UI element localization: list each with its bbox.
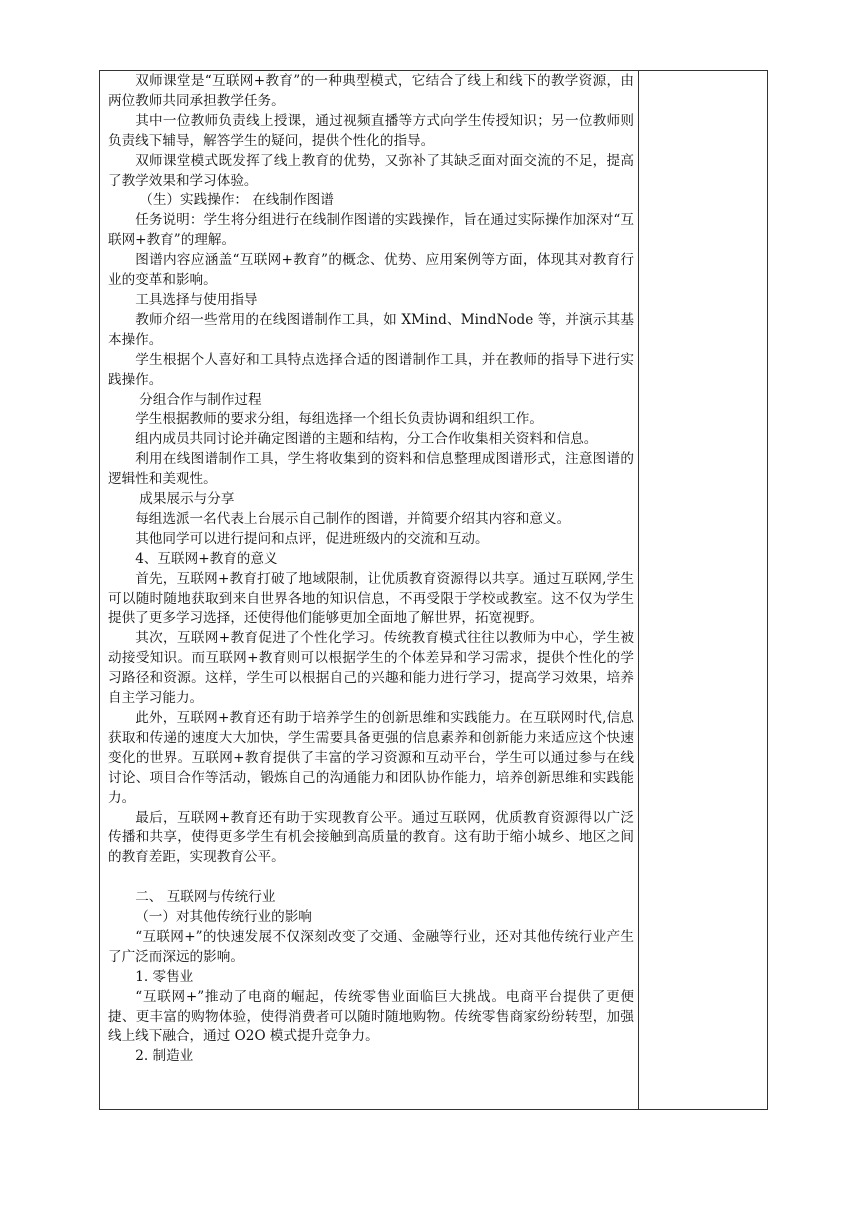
paragraph: “互联网+”推动了电商的崛起，传统零售业面临巨大挑战。电商平台提供了更便捷、更丰富的购物体验，使得消费者可以随时随地购物。传统零售商家纷纷转型，加强线上线下融合，通过 O2O 模式提升竞争力。: [108, 988, 634, 1045]
subheading: 成果展示与分享: [139, 491, 235, 508]
paragraph: 图谱内容应涵盖“互联网+教育”的概念、优势、应用案例等方面，体现其对教育行业的变革和影响。: [108, 252, 634, 289]
paragraph: 其中一位教师负责线上授课，通过视频直播等方式向学生传授知识；另一位教师则负责线下辅导，解答学生的疑问，提供个性化的指导。: [108, 112, 634, 149]
paragraph: 双师课堂模式既发挥了线上教育的优势，又弥补了其缺乏面对面交流的不足，提高了教学效果和学习体验。: [108, 152, 634, 189]
lesson-content-cell: [108, 72, 634, 1067]
section-heading: （一）对其他传统行业的影响: [135, 909, 312, 926]
table-column-divider: [638, 70, 639, 1110]
paragraph: “互联网+”的快速发展不仅深刻改变了交通、金融等行业，还对其他传统行业产生了广泛而深远的影响。: [108, 928, 634, 965]
paragraph: 任务说明：学生将分组进行在线制作图谱的实践操作，旨在通过实际操作加深对“互联网+教育”的理解。: [108, 212, 634, 249]
subheading: 1. 零售业: [135, 968, 194, 985]
paragraph: 每组选派一名代表上台展示自己制作的图谱，并简要介绍其内容和意义。: [135, 510, 571, 527]
subheading: 工具选择与使用指导: [135, 291, 258, 308]
chapter-heading: 二、 互联网与传统行业: [135, 889, 276, 906]
paragraph: 其他同学可以进行提问和点评，促进班级内的交流和互动。: [135, 530, 489, 547]
paragraph: 此外，互联网+教育还有助于培养学生的创新思维和实践能力。在互联网时代,信息获取和传递的速度大大加快，学生需要具备更强的信息素养和创新能力来适应这个快速变化的世界。互联网+教育提供了丰富的学习资源和互动平台，学生可以通过参与在线讨论、项目合作等活动，锻炼自己的沟通能力和团队协作能力，培养创新思维和实践能力。: [108, 710, 634, 806]
paragraph: 最后，互联网+教育还有助于实现教育公平。通过互联网，优质教育资源得以广泛传播和共享，使得更多学生有机会接触到高质量的教育。这有助于缩小城乡、地区之间的教育差距，实现教育公平。: [108, 809, 634, 866]
section-heading: （生）实践操作： 在线制作图谱: [139, 192, 334, 209]
paragraph: 组内成员共同讨论并确定图谱的主题和结构，分工合作收集相关资料和信息。: [135, 431, 598, 448]
section-heading: 4、互联网+教育的意义: [135, 550, 278, 567]
blank-line: [108, 868, 634, 888]
paragraph: 首先，互联网+教育打破了地域限制，让优质教育资源得以共享。通过互联网,学生可以随时随地获取到来自世界各地的知识信息，不再受限于学校或教室。这不仅为学生提供了更多学习选择，还使得他们能够更加全面地了解世界，拓宽视野。: [108, 570, 634, 627]
paragraph: 其次，互联网+教育促进了个性化学习。传统教育模式往往以教师为中心，学生被动接受知识。而互联网+教育则可以根据学生的个体差异和学习需求，提供个性化的学习路径和资源。这样，学生可以根据自己的兴趣和能力进行学习，提高学习效果，培养自主学习能力。: [108, 630, 634, 707]
paragraph: 学生根据教师的要求分组，每组选择一个组长负责协调和组织工作。: [135, 411, 543, 428]
paragraph: 双师课堂是“互联网+教育”的一种典型模式，它结合了线上和线下的教学资源，由两位教师共同承担教学任务。: [108, 73, 634, 109]
paragraph: 教师介绍一些常用的在线图谱制作工具，如 XMind、MindNode 等，并演示其基本操作。: [108, 311, 634, 348]
subheading: 分组合作与制作过程: [139, 391, 262, 408]
paragraph: 利用在线图谱制作工具，学生将收集到的资料和信息整理成图谱形式，注意图谱的逻辑性和美观性。: [108, 451, 634, 488]
subheading: 2. 制造业: [135, 1048, 194, 1065]
paragraph: 学生根据个人喜好和工具特点选择合适的图谱制作工具，并在教师的指导下进行实践操作。: [108, 351, 634, 388]
